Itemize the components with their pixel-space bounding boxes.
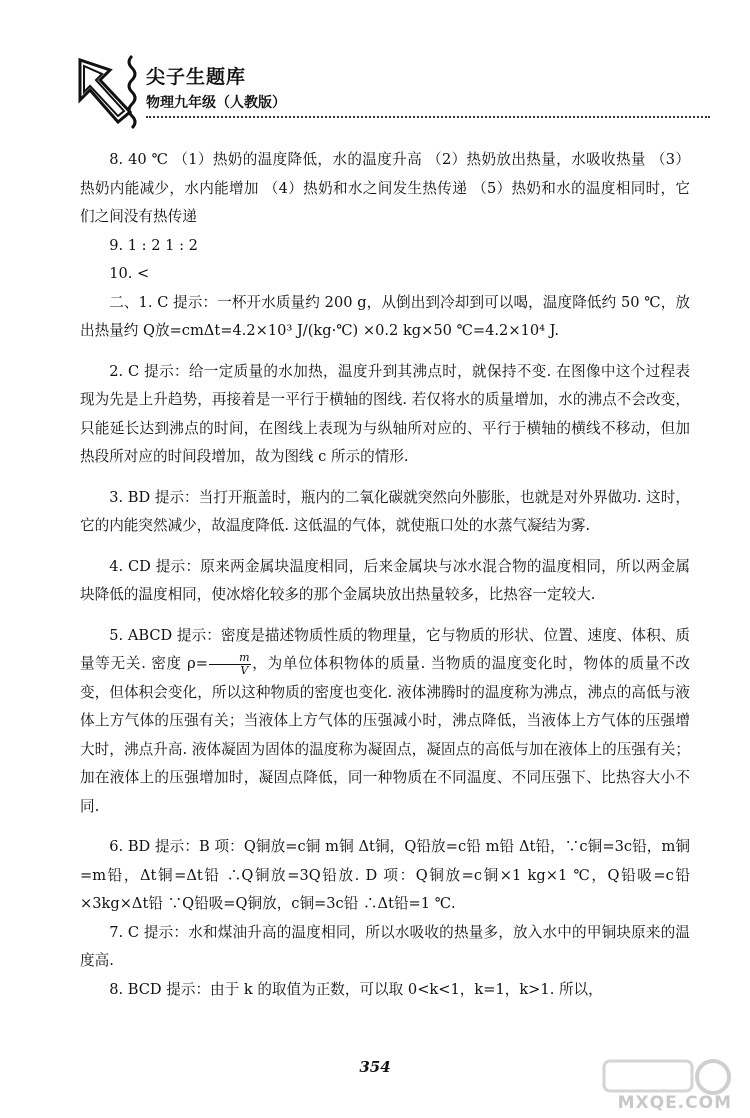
answer-item-2-2: 2. C 提示：给一定质量的水加热，温度升到其沸点时，就保持不变. 在图像中这个过程表现为先是上升趋势，再接着是一平行于横轴的图线. 若仅将水的质量增加，水的沸点不会改变，只能延长达到沸点的时间，在图线上表现为与纵轴所对应的、平行于横轴的横线不移动，但加热段所对应的时间段增加，故为图线 c 所示的情形. bbox=[80, 362, 690, 465]
spacer bbox=[80, 541, 690, 553]
page-number: 354 bbox=[359, 1058, 391, 1076]
item5-text-before: 5. ABCD 提示：密度是描述物质性质的物理量，它与物质的形状、位置、速度、体积、质量等无关. 密度 ρ= bbox=[80, 626, 690, 672]
fraction-numerator: m bbox=[209, 652, 251, 665]
spacer bbox=[80, 472, 690, 484]
watermark-text: MXQE.COM bbox=[617, 1093, 732, 1113]
answer-item-2-6: 6. BD 提示：B 项：Q铜放=c铜 m铜 Δt铜，Q铅放=c铅 m铅 Δt铅，∵c铜=3c铅，m铜=m铅，Δt铜=Δt铅 ∴Q铜放=3Q铅放. D 项：Q铜放=c铜×1 kg×1 ℃，Q铅吸=c铅×3kg×Δt铅 ∵Q铅吸=Q铜放，c铜=3c铅 ∴Δt铅=1 ℃. bbox=[80, 838, 690, 912]
answer-item-2-1: 二、1. C 提示：一杯开水质量约 200 g，从倒出到冷却到可以喝，温度降低约 50 ℃，放出热量约 Q放=cmΔt=4.2×10³ J/(kg·℃) ×0.2 kg×50 ℃=4.2×10⁴ J. bbox=[80, 293, 690, 339]
page-header bbox=[70, 52, 710, 132]
item5-text-after: ，为单位体积物体的质量. 当物质的温度变化时，物体的质量不改变，但体积会变化，所以这种物质的密度也变化. 液体沸腾时的温度称为沸点，沸点的高低与液体上方气体的压强有关；当液体上方气体的压强减小时，沸点降低，当液体上方气体的压强增大时，沸点升高. 液体凝固为固体的温度称为凝固点，凝固点的高低与加在液体上的压强有关；加在液体上的压强增加时，凝固点降低，同一种物质在不同温度、不同压强下、比热容大小不同. bbox=[80, 655, 690, 815]
answer-item-8: 8. 40 ℃ （1）热奶的温度降低，水的温度升高 （2）热奶放出热量，水吸收热量 （3）热奶内能减少，水内能增加 （4）热奶和水之间发生热传递 （5）热奶和水的温度相同时，它们之间没有热传递 bbox=[80, 151, 690, 225]
answer-item-9: 9. 1 : 2 1 : 2 bbox=[109, 236, 198, 254]
answer-item-2-5 bbox=[80, 622, 690, 822]
book-title: 尖子生题库 bbox=[146, 66, 247, 88]
spacer bbox=[80, 610, 690, 622]
spacer bbox=[80, 346, 690, 358]
answer-content bbox=[80, 146, 690, 1004]
density-fraction bbox=[209, 652, 251, 677]
answer-item-2-3: 3. BD 提示：当打开瓶盖时，瓶内的二氧化碳就突然向外膨胀，也就是对外界做功. 这时，它的内能突然减少，故温度降低. 这低温的气体，就使瓶口处的水蒸气凝结为雾. bbox=[80, 488, 690, 534]
answer-item-2-8: 8. BCD 提示：由于 k 的取值为正数，可以取 0<k<1，k=1，k>1. 所以， bbox=[109, 980, 603, 998]
fraction-denominator: V bbox=[240, 663, 249, 677]
book-subtitle: 物理九年级（人教版） bbox=[146, 95, 286, 111]
answer-item-2-4: 4. CD 提示：原来两金属块温度相同，后来金属块与冰水混合物的温度相同，所以两金属块降低的温度相同，使冰熔化较多的那个金属块放出热量较多，比热容一定较大. bbox=[80, 557, 690, 603]
header-divider bbox=[146, 116, 710, 118]
arrow-logo-icon bbox=[70, 52, 140, 132]
spacer bbox=[80, 821, 690, 833]
answer-item-10: 10. < bbox=[109, 265, 150, 282]
answer-item-2-7: 7. C 提示：水和煤油升高的温度相同，所以水吸收的热量多，放入水中的甲铜块原来的温度高. bbox=[80, 923, 690, 969]
